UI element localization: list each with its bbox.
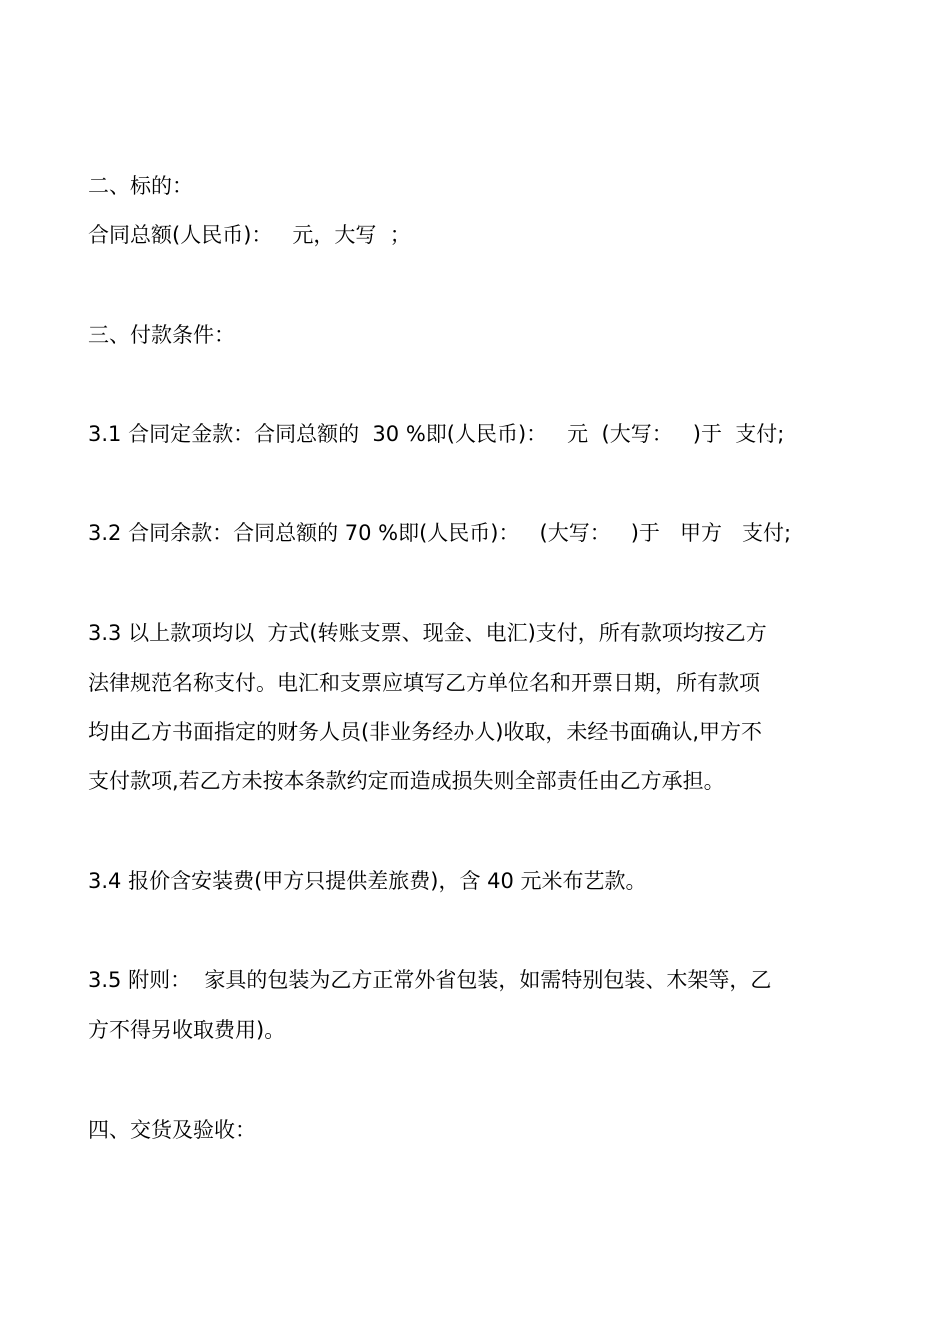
- clause-3-1: 3.1 合同定金款：合同总额的 30 %即(人民币)： 元 (大写： )于 支付;: [88, 422, 785, 446]
- clause-3-3-line-1: 3.3 以上款项均以 方式(转账支票、现金、电汇)支付，所有款项均按乙方: [88, 621, 767, 645]
- clause-3-5-line-1: 3.5 附则： 家具的包装为乙方正常外省包装，如需特别包装、木架等，乙: [88, 968, 772, 992]
- clause-3-3-line-3: 均由乙方书面指定的财务人员(非业务经办人)收取，未经书面确认,甲方不: [88, 720, 763, 744]
- clause-3-3-line-4: 支付款项,若乙方未按本条款约定而造成损失则全部责任由乙方承担。: [88, 769, 725, 793]
- section-3-heading: 三、付款条件：: [88, 323, 235, 347]
- clause-3-2: 3.2 合同余款：合同总额的 70 %即(人民币)： (大写： )于 甲方 支付;: [88, 521, 792, 545]
- contract-total-amount: 合同总额(人民币)： 元，大写 ；: [88, 223, 411, 247]
- clause-3-5-line-2: 方不得另收取费用)。: [88, 1018, 286, 1042]
- section-4-heading: 四、交货及验收：: [88, 1118, 256, 1142]
- section-2-heading: 二、标的：: [88, 174, 193, 198]
- clause-3-4: 3.4 报价含安装费(甲方只提供差旅费)，含 40 元米布艺款。: [88, 869, 647, 893]
- clause-3-3-line-2: 法律规范名称支付。电汇和支票应填写乙方单位名和开票日期，所有款项: [88, 671, 760, 695]
